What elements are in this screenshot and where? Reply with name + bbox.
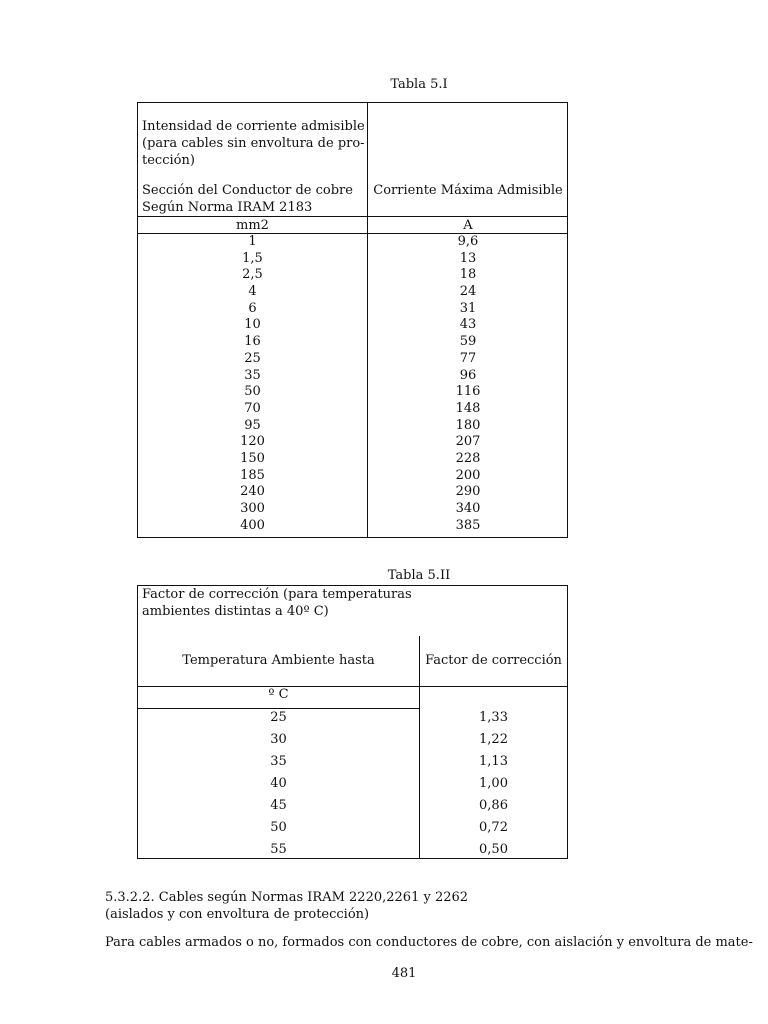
unit-current: A	[463, 218, 473, 233]
table-cell: 0,72	[479, 820, 508, 835]
table-cell: 207	[455, 434, 481, 450]
table-cell: 96	[459, 367, 477, 383]
table-cell: 95	[244, 417, 261, 433]
table-cell: 43	[459, 317, 477, 333]
table-cell: 228	[455, 450, 481, 466]
table-cell: 1,22	[479, 732, 508, 747]
table-cell: 50	[270, 820, 287, 835]
table-cell: 25	[270, 710, 287, 725]
table-cell: 40	[270, 776, 287, 791]
table-cell: 240	[240, 484, 265, 500]
table-cell: 1	[248, 234, 257, 249]
table-5-2	[137, 585, 568, 859]
table-cell: 200	[455, 467, 481, 483]
table-cell: 120	[240, 434, 265, 450]
table-cell: 18	[459, 267, 477, 283]
table-cell: 10	[244, 317, 261, 333]
table-cell: 13	[459, 250, 477, 266]
temperature-column	[138, 707, 419, 861]
table-cell: 1,13	[479, 754, 508, 769]
table-cell: 16	[244, 334, 261, 350]
table-cell: 0,50	[479, 842, 508, 857]
column-header-factor: Factor de corrección	[425, 653, 562, 668]
table-cell: 148	[455, 400, 481, 416]
table-cell: 290	[455, 484, 481, 500]
table-cell: 31	[459, 300, 477, 316]
table-cell: 1,00	[479, 776, 508, 791]
table-cell: 50	[244, 384, 261, 400]
section-subheading: (aislados y con envoltura de protección)	[105, 907, 370, 922]
table-cell: 0,86	[479, 798, 508, 813]
table-cell: 35	[244, 367, 261, 383]
table-intro-text: Factor de corrección (para temperaturas ambientes distintas a 40º C)	[142, 587, 412, 619]
table-cell: 70	[244, 400, 261, 416]
table-cell: 340	[455, 501, 481, 516]
unit-temperature: º C	[268, 687, 289, 702]
table-cell: 2,5	[242, 267, 263, 283]
body-paragraph: Para cables armados o no, formados con conductores de cobre, con aislación y envoltura de mate-	[105, 935, 753, 950]
table-cell: 385	[455, 517, 481, 533]
column-header-temperature: Temperatura Ambiente hasta	[182, 653, 375, 668]
table-cell: 185	[240, 467, 265, 483]
unit-section: mm2	[236, 218, 269, 233]
table-cell: 150	[240, 450, 265, 466]
table-5-1	[137, 102, 568, 538]
table-cell: 1,5	[242, 250, 263, 266]
table-5-1-caption: Tabla 5.I	[390, 77, 448, 92]
table-cell: 59	[459, 334, 477, 350]
section-heading: 5.3.2.2. Cables según Normas IRAM 2220,2261 y 2262	[105, 890, 469, 905]
table-5-2-caption: Tabla 5.II	[387, 568, 451, 583]
table-cell: 9,6	[457, 234, 479, 249]
column-header-section: Sección del Conductor de cobre Según Norma IRAM 2183	[142, 183, 353, 215]
page-number: 481	[391, 966, 417, 981]
column-header-current: Corriente Máxima Admisible	[373, 183, 563, 198]
factor-column	[420, 707, 567, 861]
table-cell: 180	[455, 417, 481, 433]
table-cell: 45	[270, 798, 287, 813]
table-cell: 116	[455, 384, 481, 400]
table-cell: 77	[459, 350, 477, 366]
table-intro-text: Intensidad de corriente admisible (para cables sin envoltura de pro-tección)	[142, 119, 365, 168]
table-cell: 24	[459, 284, 477, 300]
table-cell: 30	[270, 732, 287, 747]
section-column	[138, 234, 367, 534]
table-cell: 35	[270, 754, 287, 769]
current-column	[368, 234, 568, 534]
table-cell: 55	[270, 842, 287, 857]
table-cell: 300	[240, 501, 265, 516]
table-cell: 1,33	[479, 710, 508, 725]
table-cell: 400	[240, 517, 265, 533]
table-cell: 4	[248, 284, 257, 300]
table-cell: 6	[248, 300, 257, 316]
table-cell: 25	[244, 350, 261, 366]
